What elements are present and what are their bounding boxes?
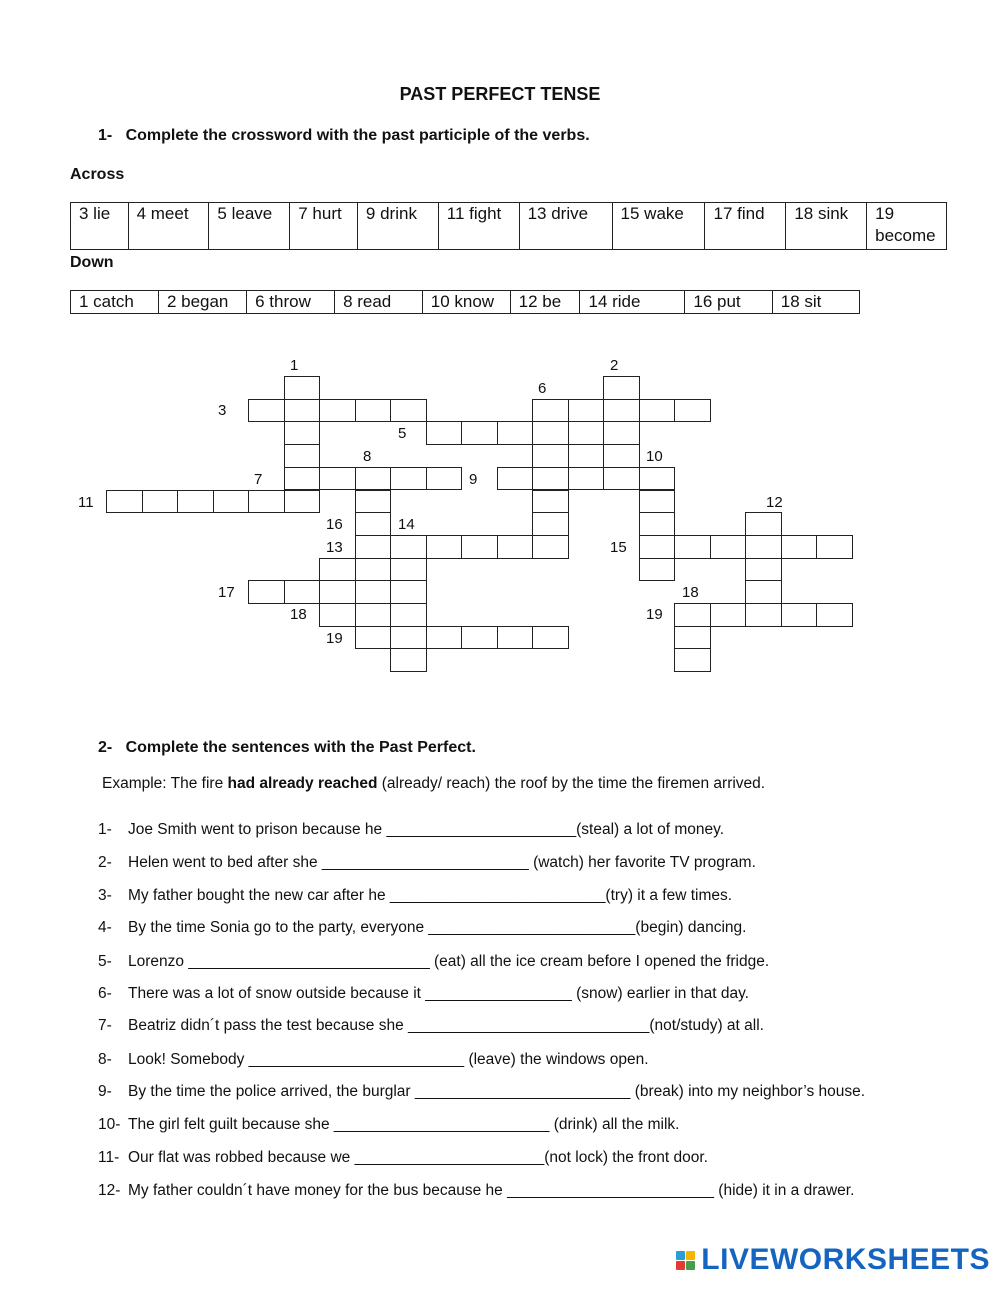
crossword-cell[interactable] [603,421,640,445]
crossword-cell[interactable] [497,421,534,445]
crossword-cell[interactable] [426,467,463,491]
sentence-text: Helen went to bed after she ________________________ (watch) her favorite TV program. [128,854,756,871]
crossword-cell[interactable] [532,421,569,445]
crossword-cell[interactable] [284,490,321,514]
crossword-cell[interactable] [390,399,427,423]
crossword-cell[interactable] [355,467,392,491]
crossword-cell[interactable] [248,399,285,423]
crossword-cell[interactable] [390,626,427,650]
crossword-cell[interactable] [745,535,782,559]
sentence-item [98,919,746,937]
crossword-cell[interactable] [177,490,214,514]
crossword-cell[interactable] [532,399,569,423]
sentence-number: 8- [98,1051,112,1068]
crossword-cell[interactable] [355,580,392,604]
clue-number: 11 [78,494,94,511]
crossword-cell[interactable] [639,467,676,491]
crossword-cell[interactable] [390,467,427,491]
crossword-cell[interactable] [781,535,818,559]
crossword-cell[interactable] [355,490,392,514]
logo-text: LIVEWORKSHEETS [701,1243,990,1276]
clue-number: 9 [469,471,478,488]
clue-number: 17 [218,584,235,601]
sentence-text: Lorenzo ____________________________ (eat) all the ice cream before I opened the fridge. [128,953,770,970]
crossword-cell[interactable] [674,535,711,559]
sentence-text: By the time the police arrived, the burglar _________________________ (break) into my neighbor’s house. [128,1083,866,1100]
crossword-cell[interactable] [355,626,392,650]
clue-number: 14 [398,516,415,533]
crossword-cell[interactable] [461,535,498,559]
crossword-cell[interactable] [355,603,392,627]
sentence-text: Our flat was robbed because we ______________________(not lock) the front door. [128,1149,708,1166]
crossword-cell[interactable] [142,490,179,514]
section-2-heading [98,739,476,757]
clue-number: 8 [363,448,372,465]
crossword-cell[interactable] [106,490,143,514]
crossword-cell[interactable] [781,603,818,627]
sentence-item [98,1182,854,1200]
clue-number: 13 [326,539,343,556]
down-clue: 1 catch [71,291,159,314]
crossword-cell[interactable] [745,603,782,627]
section-2-number: 2- [98,739,113,756]
crossword-cell[interactable] [461,421,498,445]
sentence-number: 5- [98,953,112,970]
across-clue: 7 hurt [290,203,358,250]
clue-number: 10 [646,448,663,465]
sentence-text: Beatriz didn´t pass the test because she ____________________________(not/study) at all. [128,1017,764,1034]
crossword-cell[interactable] [745,512,782,536]
sentence-number: 3- [98,887,112,904]
crossword-cell[interactable] [532,490,569,514]
sentence-number: 12- [98,1182,121,1199]
clue-number: 12 [766,494,783,511]
crossword-cell[interactable] [568,467,605,491]
crossword-cell[interactable] [426,626,463,650]
sentence-text: Joe Smith went to prison because he ______________________(steal) a lot of money. [128,821,725,838]
crossword-cell[interactable] [532,444,569,468]
crossword-cell[interactable] [355,535,392,559]
across-clue: 18 sink [786,203,867,250]
crossword-cell[interactable] [603,399,640,423]
sentence-item [98,1017,764,1035]
crossword-cell[interactable] [390,535,427,559]
crossword-cell[interactable] [284,376,321,400]
down-clue: 6 throw [247,291,335,314]
across-clue: 9 drink [357,203,438,250]
crossword-cell[interactable] [248,580,285,604]
clue-number: 3 [218,402,227,419]
section-2-instruction: Complete the sentences with the Past Perfect. [125,739,476,756]
crossword-cell[interactable] [603,467,640,491]
example-before: Example: The fire [102,775,228,792]
page-title: PAST PERFECT TENSE [399,84,601,104]
sentence-item [98,854,756,872]
crossword-cell[interactable] [319,558,356,582]
crossword-cell[interactable] [639,535,676,559]
crossword-cell[interactable] [745,580,782,604]
crossword-cell[interactable] [532,512,569,536]
crossword-cell[interactable] [355,512,392,536]
clue-number: 19 [326,630,343,647]
down-clue: 12 be [510,291,580,314]
down-clue: 16 put [685,291,772,314]
sentence-item [98,887,732,905]
crossword-cell[interactable] [319,467,356,491]
across-clue: 4 meet [128,203,209,250]
crossword-cell[interactable] [532,467,569,491]
crossword-cell[interactable] [390,558,427,582]
crossword-cell[interactable] [568,399,605,423]
across-clue: 15 wake [612,203,705,250]
down-clue: 14 ride [580,291,685,314]
crossword-cell[interactable] [639,558,676,582]
crossword-cell[interactable] [568,421,605,445]
crossword-cell[interactable] [639,399,676,423]
sentence-text: My father couldn´t have money for the bus because he ________________________ (hide) it in a drawer. [128,1182,855,1199]
across-clue: 3 lie [71,203,129,250]
sentence-number: 1- [98,821,112,838]
crossword-cell[interactable] [816,603,853,627]
sentence-number: 4- [98,919,112,936]
crossword-cell[interactable] [390,580,427,604]
crossword-cell[interactable] [497,535,534,559]
crossword-cell[interactable] [390,603,427,627]
sentence-item [98,953,769,971]
crossword-cell[interactable] [213,490,250,514]
crossword-cell[interactable] [426,421,463,445]
crossword-cell[interactable] [319,580,356,604]
sentence-item [98,821,724,839]
example-after: (already/ reach) the roof by the time the firemen arrived. [377,775,766,792]
crossword-cell[interactable] [532,626,569,650]
section-1-number: 1- [98,127,113,144]
crossword-cell[interactable] [319,603,356,627]
down-clue: 10 know [422,291,510,314]
across-clue: 17 find [705,203,786,250]
sentence-item [98,1149,708,1167]
clue-number: 18 [682,584,699,601]
sentence-item [98,985,749,1003]
sentence-number: 2- [98,854,112,871]
crossword-cell[interactable] [674,603,711,627]
clue-number: 16 [326,516,343,533]
crossword-cell[interactable] [284,580,321,604]
crossword-cell[interactable] [355,399,392,423]
sentence-number: 9- [98,1083,112,1100]
crossword-cell[interactable] [355,558,392,582]
down-clue: 8 read [335,291,423,314]
crossword-cell[interactable] [284,467,321,491]
crossword-cell[interactable] [284,444,321,468]
crossword-cell[interactable] [710,603,747,627]
sentence-text: There was a lot of snow outside because it _________________ (snow) earlier in that day. [128,985,749,1002]
sentence-number: 11- [98,1149,120,1166]
across-clue: 19 become [867,203,947,250]
crossword-cell[interactable] [497,626,534,650]
sentence-text: My father bought the new car after he _________________________(try) it a few times. [128,887,733,904]
down-clue: 18 sit [772,291,859,314]
clue-number: 6 [538,380,547,397]
crossword-cell[interactable] [603,376,640,400]
crossword-cell[interactable] [248,490,285,514]
down-label: Down [70,254,114,271]
clue-number: 7 [254,471,263,488]
logo-icon [676,1251,695,1270]
sentence-number: 7- [98,1017,112,1034]
clue-number: 15 [610,539,627,556]
crossword-cell[interactable] [603,444,640,468]
crossword-cell[interactable] [390,648,427,672]
sentence-number: 6- [98,985,112,1002]
crossword-cell[interactable] [639,490,676,514]
example-sentence [102,775,765,793]
crossword-cell[interactable] [319,399,356,423]
crossword-cell[interactable] [497,467,534,491]
crossword-cell[interactable] [816,535,853,559]
sentence-text: The girl felt guilt because she _________________________ (drink) all the milk. [128,1116,680,1133]
crossword-cell[interactable] [426,535,463,559]
clue-number: 2 [610,357,619,374]
sentence-number: 10- [98,1116,121,1133]
crossword-cell[interactable] [674,399,711,423]
crossword-cell[interactable] [710,535,747,559]
sentence-item [98,1116,679,1134]
across-clue: 5 leave [209,203,290,250]
crossword-cell[interactable] [745,558,782,582]
clue-number: 19 [646,606,663,623]
clue-number: 1 [290,357,299,374]
sentence-item [98,1051,649,1069]
liveworksheets-logo [676,1243,990,1277]
sentence-text: By the time Sonia go to the party, everyone ________________________(begin) dancing. [128,919,747,936]
crossword-cell[interactable] [674,626,711,650]
across-clue: 13 drive [519,203,612,250]
sentence-item [98,1083,865,1101]
crossword-cell[interactable] [532,535,569,559]
sentence-text: Look! Somebody _________________________ (leave) the windows open. [128,1051,649,1068]
crossword-cell[interactable] [639,512,676,536]
across-clue: 11 fight [438,203,519,250]
crossword-cell[interactable] [674,648,711,672]
example-answer: had already reached [227,775,378,792]
crossword-cell[interactable] [284,399,321,423]
crossword-cell[interactable] [284,421,321,445]
across-label: Across [70,166,125,183]
clue-number: 5 [398,425,407,442]
clue-number: 18 [290,606,307,623]
down-clue: 2 began [158,291,246,314]
crossword-cell[interactable] [461,626,498,650]
section-1-instruction: Complete the crossword with the past participle of the verbs. [125,127,590,144]
